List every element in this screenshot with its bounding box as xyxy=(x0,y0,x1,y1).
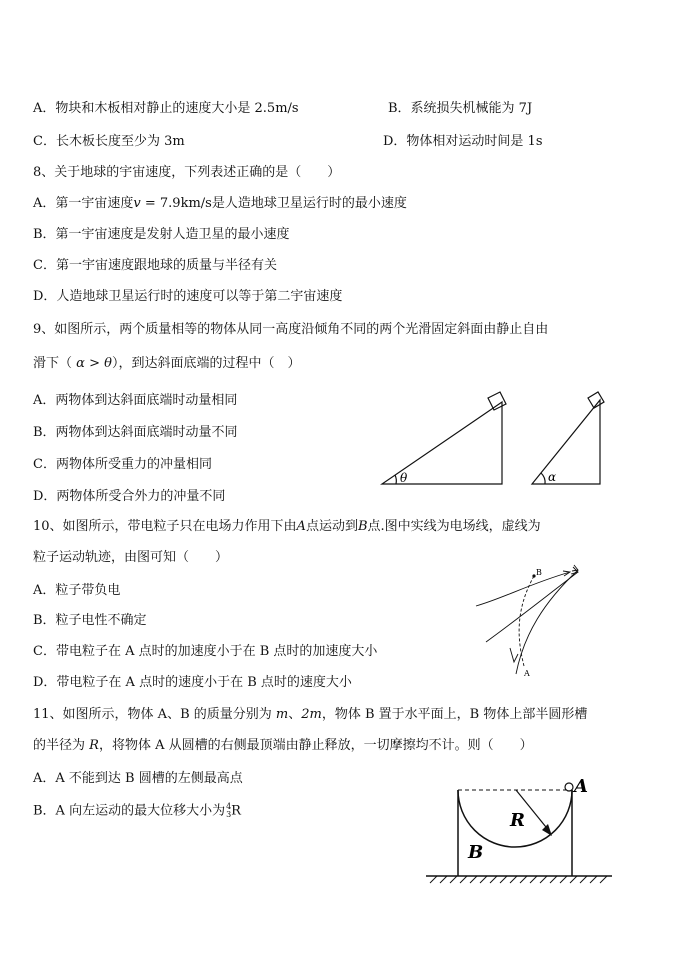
ground-hatching xyxy=(430,876,607,883)
q8-option-b: B．第一宇宙速度是发射人造卫星的最小速度 xyxy=(33,227,290,242)
q9-stem-line1: 9、如图所示，两个质量相等的物体从同一高度沿倾角不同的两个光滑固定斜面由静止自由 xyxy=(33,322,549,337)
q11-stem1-pre: 11、如图所示，物体 A、B 的质量分别为 xyxy=(33,707,272,722)
q10-stem1-post: 点.图中实线为电场线，虚线为 xyxy=(367,519,541,534)
q9-alpha: α xyxy=(76,356,85,371)
semicircle-groove-figure xyxy=(424,770,616,886)
q8-option-a xyxy=(33,196,407,212)
velocity-arrow xyxy=(510,648,518,662)
field-arrow-3 xyxy=(572,565,578,571)
incline-left-block xyxy=(488,392,506,410)
label-r: R xyxy=(510,810,525,831)
q8-a-eq: = 7.9km/s xyxy=(140,196,212,211)
q7-option-a: A．物块和木板相对静止的速度大小是 2.5m/s xyxy=(33,101,299,116)
q11-stem2-pre: 的半径为 xyxy=(33,738,86,753)
q8-option-d: D．人造地球卫星运行时的速度可以等于第二宇宙速度 xyxy=(33,289,343,304)
q8-option-c: C．第一宇宙速度跟地球的质量与半径有关 xyxy=(33,258,277,273)
radius-arrowhead xyxy=(542,824,552,836)
q8-a-var: v xyxy=(133,196,141,211)
q10-point-a: A xyxy=(296,519,306,534)
q11-stem2-post: ，将物体 A 从圆槽的右侧最顶端由静止释放，一切摩擦均不计。则（ ） xyxy=(98,738,533,753)
label-b: B xyxy=(468,842,484,863)
electric-field-figure xyxy=(474,562,586,682)
q9-option-b: B．两物体到达斜面底端时动量不同 xyxy=(33,425,238,440)
q8-a-pre: A．第一宇宙速度 xyxy=(33,196,134,211)
q10-option-a: A．粒子带负电 xyxy=(33,583,121,598)
q9-stem2-post: ），到达斜面底端的过程中（ ） xyxy=(111,356,301,371)
incline-theta-label: θ xyxy=(400,471,408,485)
field-label-a: A xyxy=(524,669,530,678)
label-a: A xyxy=(574,776,588,797)
q11-radius: R xyxy=(89,738,99,753)
q10-stem-line1 xyxy=(33,519,541,535)
q11-option-b xyxy=(33,803,241,820)
q9-stem-line2 xyxy=(33,356,300,372)
q10-stem-line2: 粒子运动轨迹，由图可知（ ） xyxy=(33,550,229,565)
q9-theta: θ xyxy=(104,356,112,371)
q11-sep: 、 xyxy=(288,707,302,722)
ball-a xyxy=(565,783,573,791)
q8-a-post: 是人造地球卫星运行时的最小速度 xyxy=(211,196,407,211)
q9-option-d: D．两物体所受合外力的冲量不同 xyxy=(33,489,226,504)
q10-point-b: B xyxy=(357,519,368,534)
q11-option-a: A．A 不能到达 B 圆槽的左侧最高点 xyxy=(33,771,243,786)
field-line-2 xyxy=(486,572,578,642)
q10-option-b: B．粒子电性不确定 xyxy=(33,613,147,628)
q11-stem-line1 xyxy=(33,707,587,723)
q10-option-c: C．带电粒子在 A 点时的加速度小于在 B 点时的加速度大小 xyxy=(33,644,378,659)
q11-b-den: 3 xyxy=(226,810,232,819)
field-label-b: B xyxy=(536,568,542,577)
q11-b-num: 4 xyxy=(226,802,232,811)
q9-stem2-pre: 滑下（ xyxy=(33,356,73,371)
q11-stem-line2 xyxy=(33,738,533,754)
field-line-3 xyxy=(516,570,578,674)
q10-stem1-mid: 点运动到 xyxy=(305,519,358,534)
q11-b-post: R xyxy=(231,803,241,819)
q10-stem1-pre: 10、如图所示，带电粒子只在电场力作用下由 xyxy=(33,519,297,534)
incline-left-angle-arc xyxy=(395,475,396,484)
q7-option-c: C．长木板长度至少为 3m xyxy=(33,134,185,149)
q11-mass-b: 2m xyxy=(301,707,322,722)
incline-alpha-label: α xyxy=(548,470,557,484)
q10-option-d: D．带电粒子在 A 点时的速度小于在 B 点时的速度大小 xyxy=(33,675,352,690)
q11-stem1-post: ，物体 B 置于水平面上，B 物体上部半圆形槽 xyxy=(321,707,588,722)
q8-stem: 8、关于地球的宇宙速度，下列表述正确的是（ ） xyxy=(33,165,341,180)
q7-option-d: D．物体相对运动时间是 1s xyxy=(383,134,543,149)
incline-right-angle-arc xyxy=(541,473,545,484)
incline-right-triangle xyxy=(532,400,600,484)
q11-b-pre: B．A 向左运动的最大位移大小为 xyxy=(33,803,226,819)
q9-option-a: A．两物体到达斜面底端时动量相同 xyxy=(33,393,238,408)
q11-mass-a: m xyxy=(275,707,289,722)
incline-figures xyxy=(378,390,654,490)
q7-option-b: B．系统损失机械能为 7J xyxy=(388,101,533,116)
q9-option-c: C．两物体所受重力的冲量相同 xyxy=(33,457,212,472)
q9-gt: > xyxy=(89,356,100,371)
